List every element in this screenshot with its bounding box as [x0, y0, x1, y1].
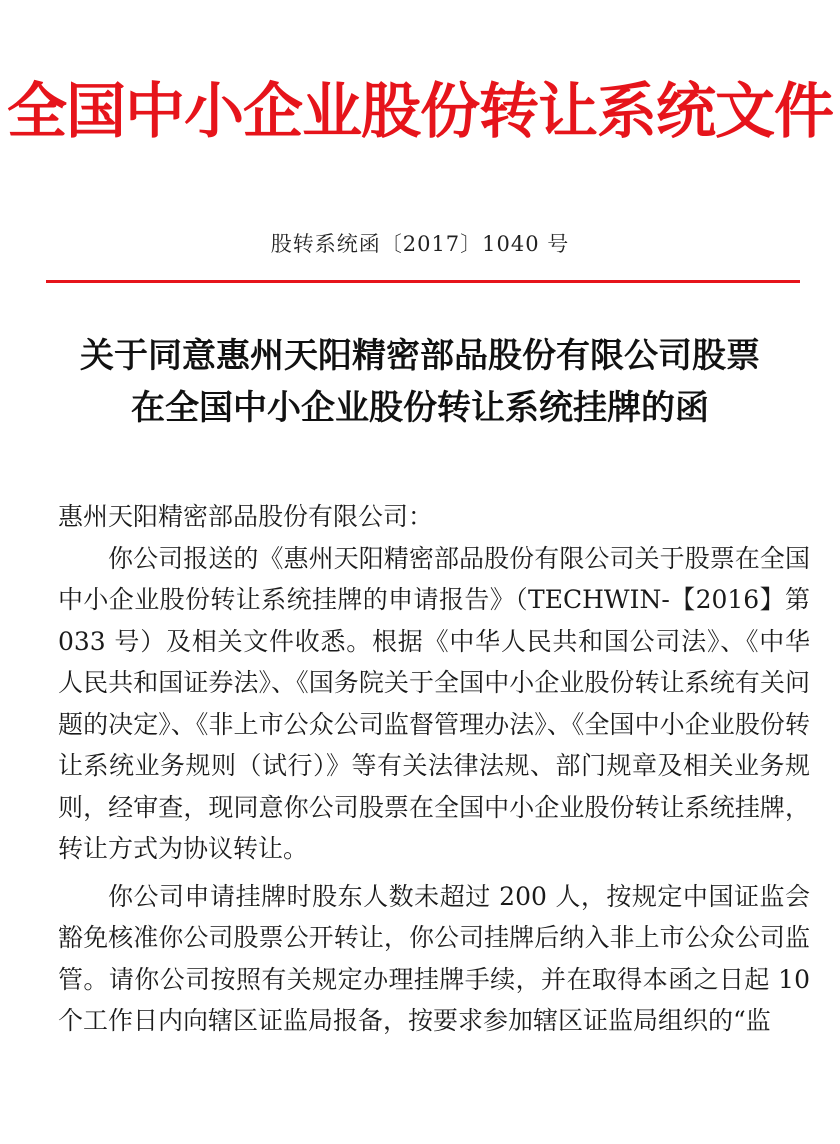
- document-title: [0, 330, 840, 434]
- body-paragraph-1: 你公司报送的《惠州天阳精密部品股份有限公司关于股票在全国中小企业股份转让系统挂牌的申请报告》（TECHWIN-【2016】第 033 号）及相关文件收悉。根据《中华人民共和国公司法》、《中华人民共和国证券法》、《国务院关于全国中小企业股份转让系统有关问题的决定》、《非上市公众公司监督管理办法》、《全国中小企业股份转让系统业务规则（试行）》等有关法律法规、部门规章及相关业务规则，经审查，现同意你公司股票在全国中小企业股份转让系统挂牌，转让方式为协议转让。: [58, 543, 810, 863]
- issuer-header-title: 全国中小企业股份转让系统文件: [7, 77, 833, 147]
- body-paragraph-2: 你公司申请挂牌时股东人数未超过 200 人，按规定中国证监会豁免核准你公司股票公开转让，你公司挂牌后纳入非上市公众公司监管。请你公司按照有关规定办理挂牌手续，并在取得本函之日起 10 个工作日内向辖区证监局报备，按要求参加辖区证监局组织的“监: [58, 881, 810, 1035]
- document-title-line-2: 在全国中小企业股份转让系统挂牌的函: [131, 388, 709, 428]
- red-divider-line: [46, 280, 800, 283]
- document-number: 股转系统函〔2017〕1040 号: [270, 232, 570, 256]
- addressee: 惠州天阳精密部品股份有限公司：: [58, 502, 434, 531]
- document-body: [58, 496, 810, 1042]
- document-title-line-1: 关于同意惠州天阳精密部品股份有限公司股票: [80, 336, 760, 376]
